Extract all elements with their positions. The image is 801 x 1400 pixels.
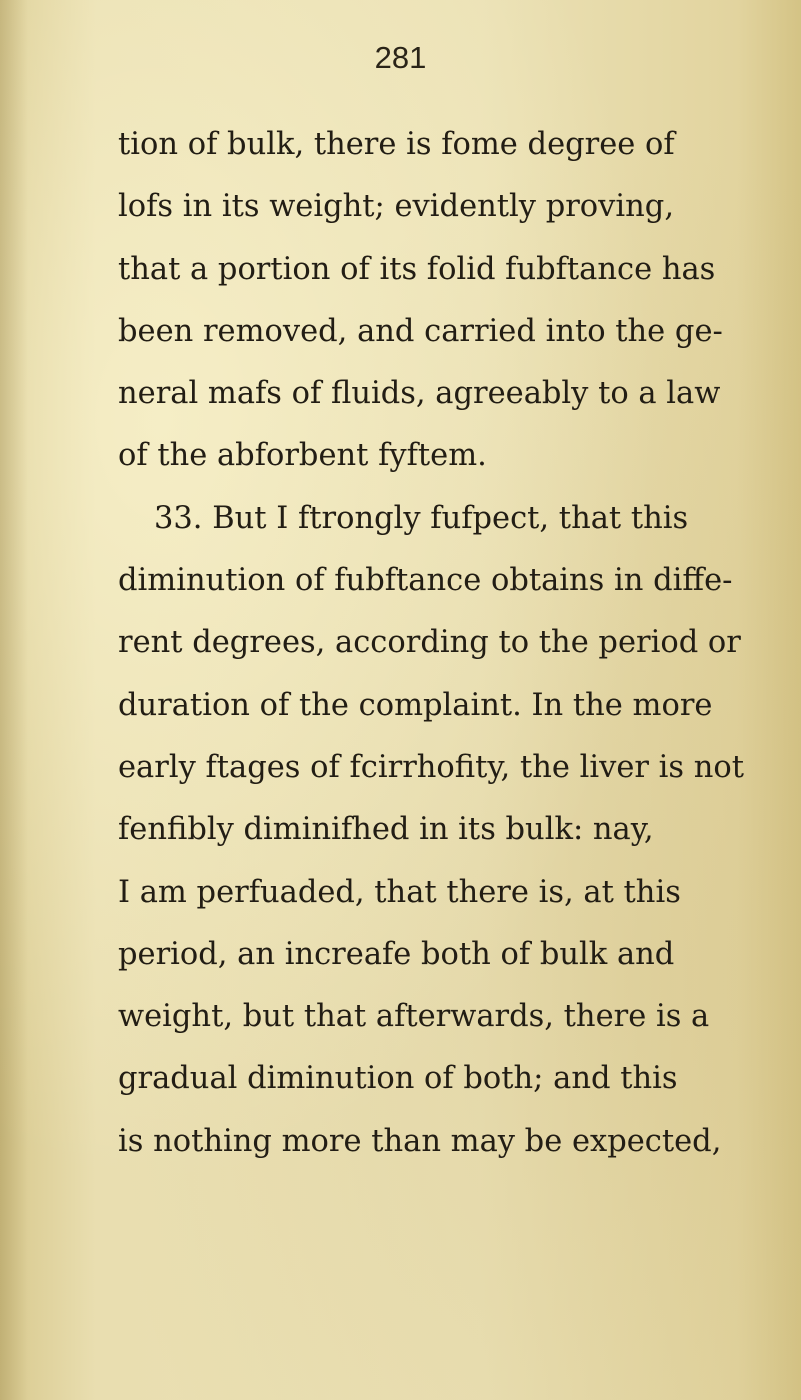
text-line: I am perfuaded, that there is, at this [118,874,681,910]
paragraph-start-line: 33. But I ftrongly fufpect, that this [154,500,689,536]
text-line: rent degrees, according to the period or [118,625,741,661]
body-text [118,114,745,1173]
text-line: is nothing more than may be expected, [118,1123,722,1159]
spine-shadow [0,0,28,1400]
text-line: been removed, and carried into the ge- [118,313,723,349]
text-line: of the abforbent fyftem. [118,438,487,474]
text-line: duration of the complaint. In the more [118,687,713,723]
text-line: fenfibly diminifhed in its bulk: nay, [118,812,654,848]
text-line: early ftages of fcirrhofity, the liver is not [118,749,745,785]
text-line: tion of bulk, there is fome degree of [118,127,675,162]
text-line: diminution of fubftance obtains in diffe- [118,563,733,599]
text-line: neral mafs of fluids, agreeably to a law [118,376,721,412]
text-line: gradual diminution of both; and this [118,1061,678,1097]
page-number: 281 [374,40,427,75]
text-line: period, an increafe both of bulk and [118,936,675,972]
text-line: lofs in its weight; evidently proving, [118,189,675,225]
text-line: that a portion of its folid fubftance has [118,251,716,287]
text-line: weight, but that afterwards, there is a [118,999,710,1035]
